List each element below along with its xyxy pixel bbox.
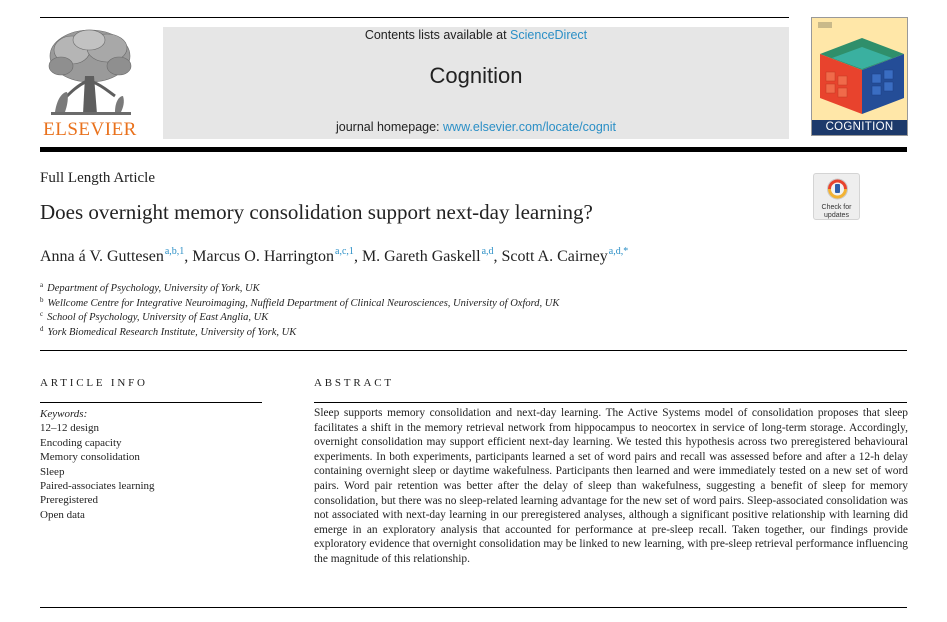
check-for-updates-label (814, 204, 859, 219)
header-thick-rule (40, 147, 907, 152)
affiliation-text: School of Psychology, University of East Anglia, UK (47, 312, 269, 323)
author-list (40, 246, 628, 266)
affiliation-item (40, 307, 559, 322)
affiliation-mark: d (40, 324, 44, 333)
keyword-item[interactable]: Open data (40, 508, 85, 521)
affiliation-item (40, 278, 559, 293)
contents-line (163, 28, 789, 42)
homepage-line (163, 120, 789, 134)
keyword-item[interactable]: Memory consolidation (40, 451, 140, 464)
journal-cover-image[interactable] (811, 17, 908, 136)
abstract-heading: ABSTRACT (314, 377, 394, 389)
author-name[interactable]: Scott A. Cairney (501, 248, 608, 265)
cover-label: COGNITION (812, 120, 907, 135)
check-for-updates-button[interactable] (813, 173, 860, 220)
keyword-item[interactable]: 12–12 design (40, 422, 99, 435)
author-name[interactable]: Anna á V. Guttesen (40, 248, 164, 265)
author-name[interactable]: Marcus O. Harrington (192, 248, 335, 265)
keywords-list (40, 407, 155, 522)
article-type: Full Length Article (40, 170, 155, 186)
keyword-item[interactable]: Paired-associates learning (40, 479, 155, 492)
abstract-rule (314, 402, 907, 403)
section-divider (40, 350, 907, 351)
homepage-prefix: journal homepage: (335, 120, 440, 134)
author-name[interactable]: M. Gareth Gaskell (361, 248, 481, 265)
check-line2: updates (824, 211, 849, 219)
author-affiliation-marks[interactable]: a,b,1 (164, 246, 185, 257)
affiliation-list (40, 278, 559, 336)
keywords-label: Keywords: (40, 408, 88, 420)
author-separator: , (493, 248, 502, 265)
check-for-updates-icon (814, 174, 861, 204)
author-affiliation-marks[interactable]: a,c,1 (335, 246, 354, 257)
sciencedirect-link[interactable]: ScienceDirect (510, 28, 588, 42)
keyword-item[interactable]: Sleep (40, 465, 65, 478)
publisher-wordmark: ELSEVIER (43, 119, 137, 140)
author-separator: , (353, 248, 362, 265)
affiliation-mark: a (40, 281, 44, 289)
article-info-heading: ARTICLE INFO (40, 377, 148, 389)
author-affiliation-marks[interactable]: a,d (481, 246, 494, 257)
affiliation-text: Department of Psychology, University of York, UK (47, 283, 260, 294)
article-info-rule (40, 402, 262, 403)
journal-homepage-link[interactable]: www.elsevier.com/locate/cognit (443, 120, 617, 134)
header-top-rule (40, 17, 789, 18)
article-title: Does overnight memory consolidation support next-day learning? (40, 200, 593, 224)
keyword-item[interactable]: Preregistered (40, 494, 99, 507)
keyword-item[interactable]: Encoding capacity (40, 436, 122, 449)
footer-rule (40, 607, 907, 608)
journal-name: Cognition (429, 63, 523, 88)
affiliation-text: York Biomedical Research Institute, University of York, UK (47, 326, 297, 338)
abstract-body: Sleep supports memory consolidation and next-day learning. The Active Systems model of consolidation proposes that sleep facilitates a shift in the memory retrieval network from hippocampus to neocortex in service of long-term storage. Accordingly, overnight consolidation may support efficient next-day learning. We tested this hypothesis across two preregistered behavioural experiments. In both experiments, participants learned a set of word pairs and recall was assessed before and after a 12-h delay containing overnight sleep or daytime wakefulness. Participants then learned and were immediately tested on a new set of word pairs. Word pair retention was better after the delay of sleep than wakefulness, suggesting a benefit of sleep for memory consolidation, but there was no sleep-related learning advantage for the new set of word pairs. Sleep-associated consolidation was not associated with next-day learning in our preregistered analyses, although a significant positive relationship with learning did emerge in an exploratory analysis that accounted for performance at pre-sleep recall. Taken together, our findings provide exploratory evidence that overnight consolidation may be linked to new learning, with pre-sleep retrieval performance influencing the magnitude of this relationship. (314, 407, 908, 565)
affiliation-mark: b (40, 295, 44, 304)
check-line1: Check for (821, 204, 852, 211)
contents-prefix: Contents lists available at (364, 28, 507, 42)
author-separator: , (184, 248, 193, 265)
affiliation-text: Wellcome Centre for Integrative Neuroimaging, Nuffield Department of Clinical Neurosciences, University of Oxford, UK (47, 297, 560, 309)
author-affiliation-marks[interactable]: a,d,* (608, 246, 629, 257)
affiliation-mark: c (40, 310, 44, 318)
affiliation-item (40, 293, 559, 308)
affiliation-item (40, 322, 559, 337)
